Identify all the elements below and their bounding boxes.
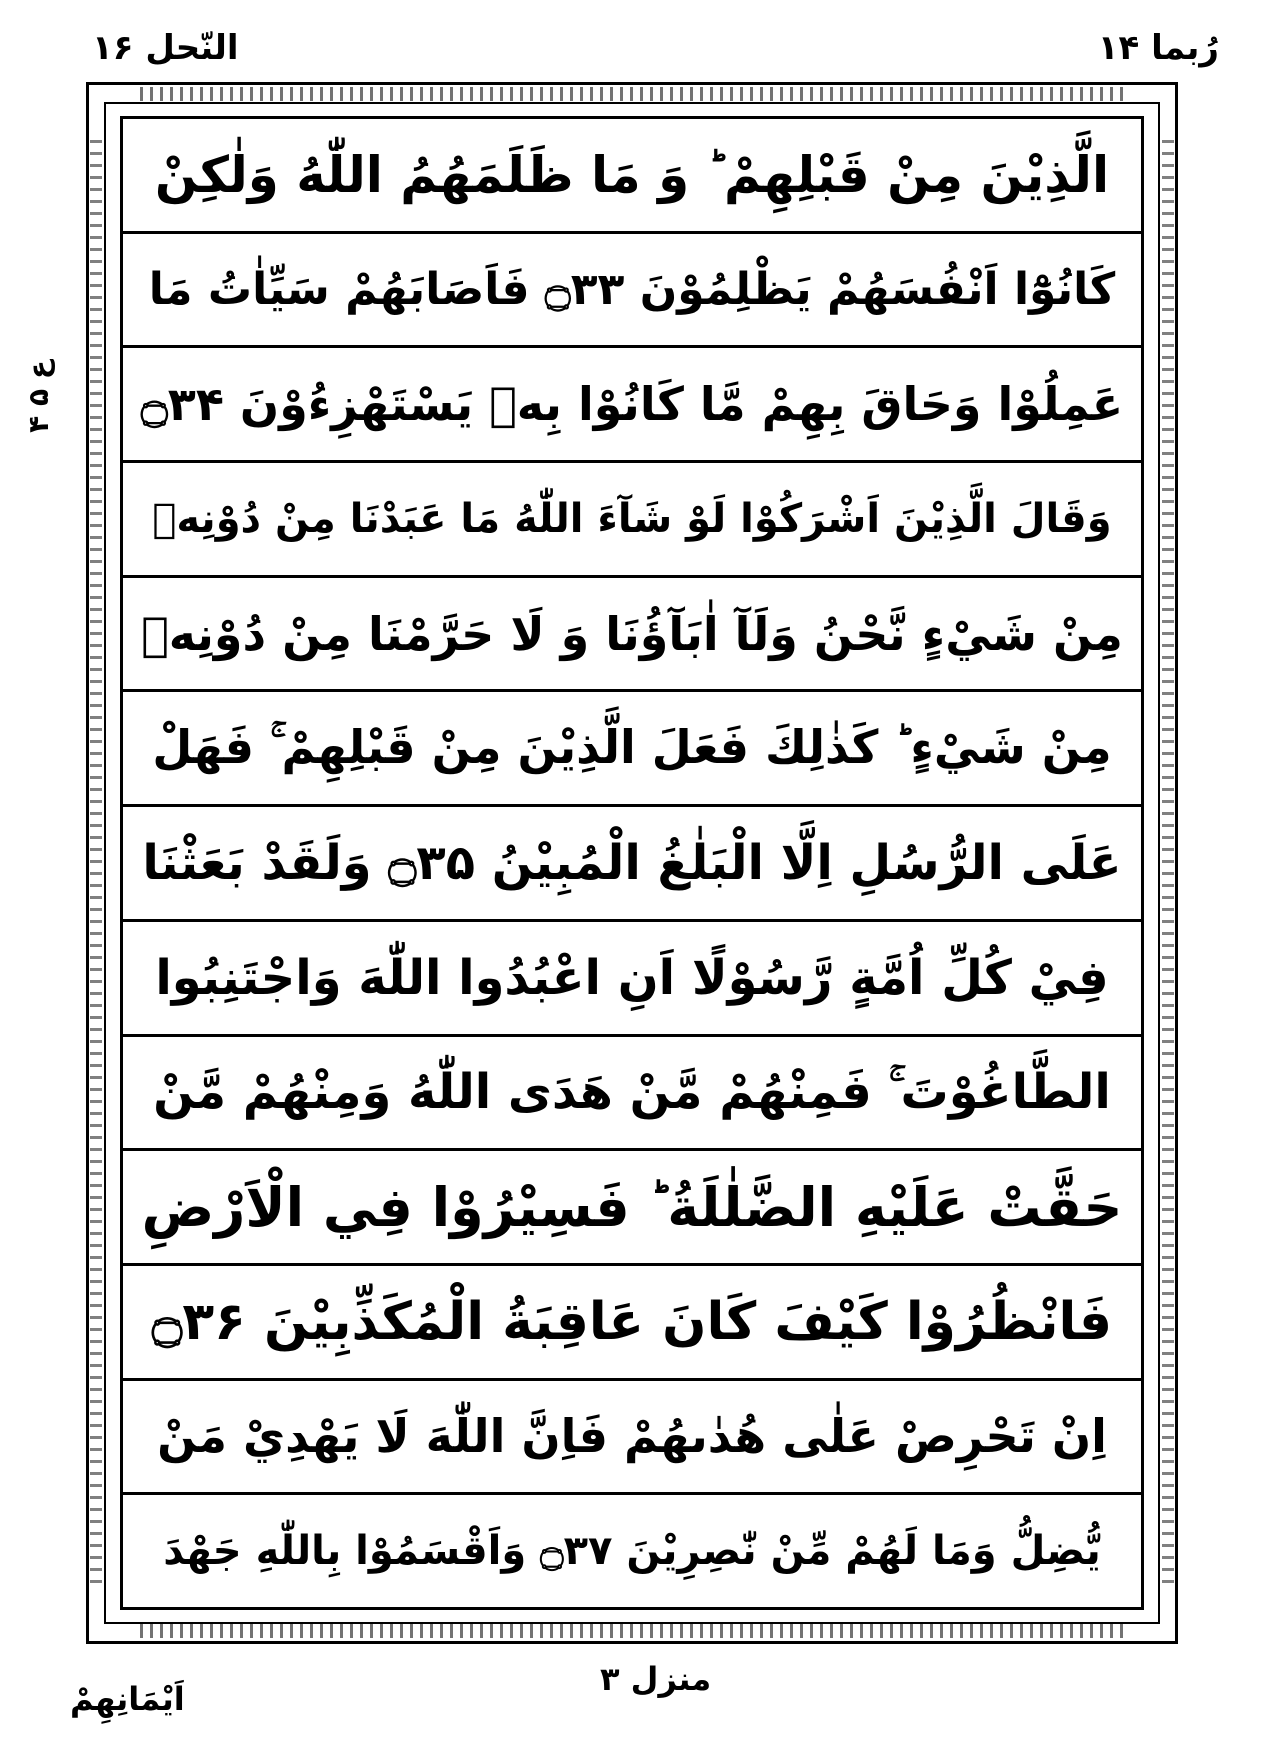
para-name-header: رُبما ۱۴ (1097, 28, 1219, 68)
ruku-marker: ع ۵ ۴ (22, 360, 55, 433)
verse-line: يُّضِلُّ وَمَا لَهُمْ مِّنْ نّٰصِرِيْنَ ۝۳۷ وَاَقْسَمُوْا بِاللّٰهِ جَهْدَ (163, 1528, 1101, 1575)
verse-line: عَلَى الرُّسُلِ اِلَّا الْبَلٰغُ الْمُبِيْنُ ۝۳۵ وَلَقَدْ بَعَثْنَا (123, 807, 1141, 922)
verse-line: الطَّاغُوْتَ ۚ فَمِنْهُمْ مَّنْ هَدَى اللّٰهُ وَمِنْهُمْ مَّنْ (123, 1037, 1141, 1152)
verse-line: فَانْظُرُوْا كَيْفَ كَانَ عَاقِبَةُ الْمُكَذِّبِيْنَ ۝۳۶ (123, 1266, 1141, 1381)
verse-line: حَقَّتْ عَلَيْهِ الضَّلٰلَةُ ؕ فَسِيْرُوْا فِي الْاَرْضِ (123, 1151, 1141, 1266)
verse-line: وَقَالَ الَّذِيْنَ اَشْرَكُوْا لَوْ شَآءَ اللّٰهُ مَا عَبَدْنَا مِنْ دُوْنِهٖ (123, 463, 1141, 578)
catchword: اَيْمَانِهِمْ (70, 1680, 185, 1718)
border-ornament-bottom (140, 1624, 1124, 1638)
verse-line: مِنْ شَيْءٍ ؕ كَذٰلِكَ فَعَلَ الَّذِيْنَ مِنْ قَبْلِهِمْ ۚ فَهَلْ (123, 692, 1141, 807)
verse-line: مِنْ شَيْءٍ نَّحْنُ وَلَآ اٰبَآؤُنَا وَ لَا حَرَّمْنَا مِنْ دُوْنِهٖ (123, 578, 1141, 693)
verse-line: الَّذِيْنَ مِنْ قَبْلِهِمْ ؕ وَ مَا ظَلَمَهُمُ اللّٰهُ وَلٰكِنْ (123, 119, 1141, 234)
border-ornament-top (140, 87, 1124, 101)
verse-line: فِيْ كُلِّ اُمَّةٍ رَّسُوْلًا اَنِ اعْبُدُوا اللّٰهَ وَاجْتَنِبُوا (123, 922, 1141, 1037)
manzil-label: منزل ۳ (600, 1660, 712, 1698)
border-ornament-right (1162, 140, 1174, 1590)
verse-line: عَمِلُوْا وَحَاقَ بِهِمْ مَّا كَانُوْا بِهٖ يَسْتَهْزِءُوْنَ ۝۳۴ (123, 348, 1141, 463)
verse-line: اِنْ تَحْرِصْ عَلٰى هُدٰىهُمْ فَاِنَّ اللّٰهَ لَا يَهْدِيْ مَنْ (123, 1381, 1141, 1496)
surah-name-header: النّحل ۱۶ (92, 28, 239, 68)
verse-line: كَانُوْٓا اَنْفُسَهُمْ يَظْلِمُوْنَ ۝۳۳ فَاَصَابَهُمْ سَيِّاٰتُ مَا (123, 234, 1141, 349)
verse-lines (123, 119, 1141, 1607)
border-ornament-left (90, 140, 102, 1590)
